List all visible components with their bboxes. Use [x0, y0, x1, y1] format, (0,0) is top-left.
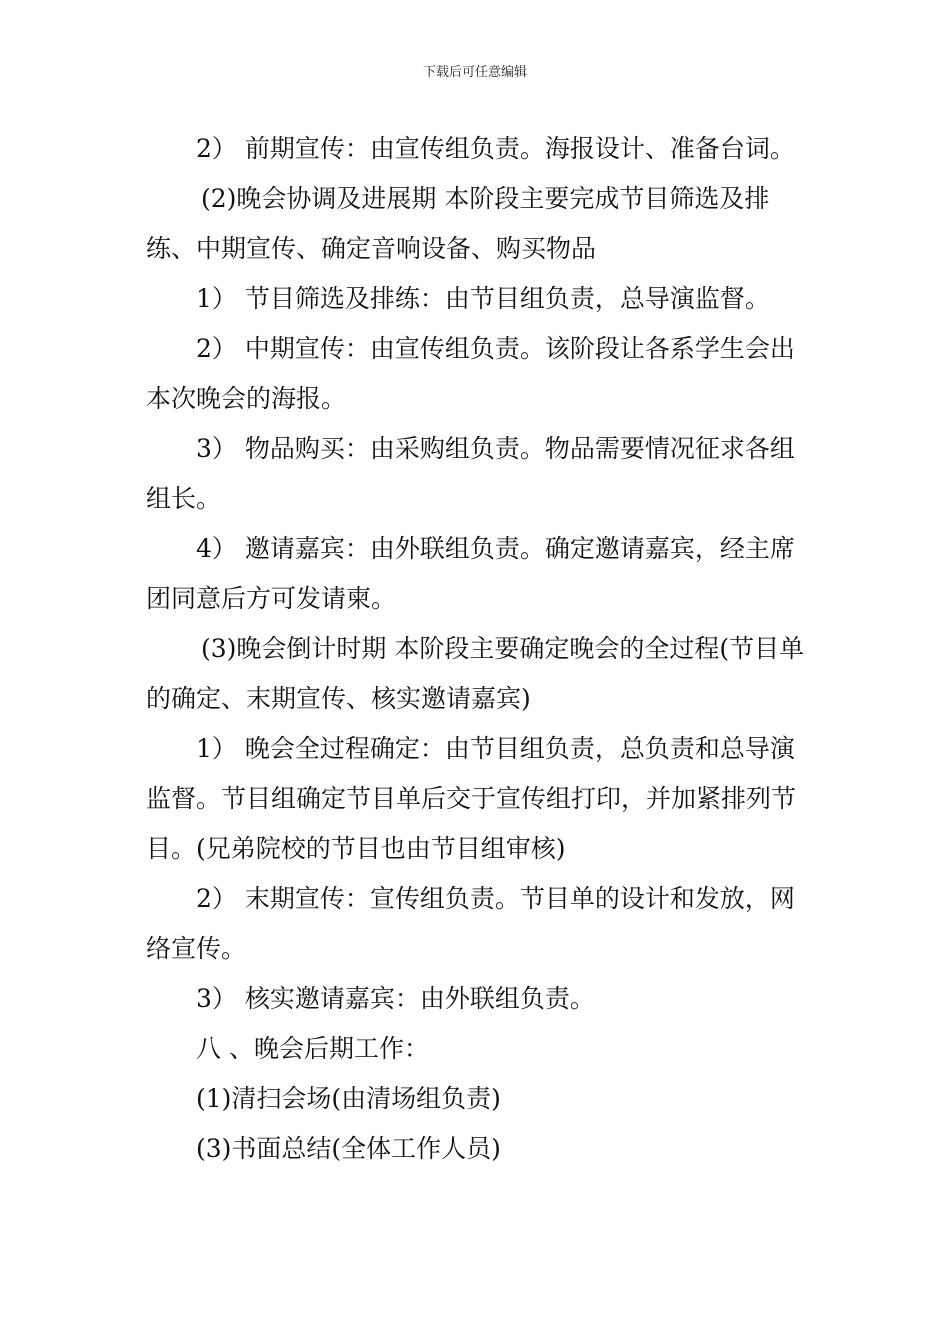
paragraph-invite-guests: 4） 邀请嘉宾：由外联组负责。确定邀请嘉宾，经主席团同意后方可发请柬。 [146, 534, 795, 613]
document-body [146, 124, 810, 1174]
paragraph-summary: (3)书面总结(全体工作人员) [196, 1134, 501, 1163]
section-heading-post-event: 八 、晚会后期工作： [196, 1034, 429, 1063]
paragraph-program-selection: 1） 节目筛选及排练：由节目组负责，总导演监督。 [196, 284, 770, 313]
paragraph-full-process: 1） 晚会全过程确定：由节目组负责，总负责和总导演监督。节目组确定节目单后交于宣传组打印，并加紧排列节目。(兄弟院校的节目也由节目组审核) [146, 734, 797, 863]
paragraph-publicity-early: 2） 前期宣传：由宣传组负责。海报设计、准备台词。 [196, 134, 795, 163]
paragraph-verify-guests: 3） 核实邀请嘉宾：由外联组负责。 [196, 984, 595, 1013]
paragraph-phase-3-heading: (3)晚会倒计时期 本阶段主要确定晚会的全过程(节目单的确定、末期宣传、核实邀请嘉宾) [146, 634, 805, 713]
paragraph-publicity-late: 2） 末期宣传：宣传组负责。节目单的设计和发放，网络宣传。 [146, 884, 795, 963]
page-header: 下载后可任意编辑 [422, 65, 527, 80]
paragraph-cleanup: (1)清扫会场(由清场组负责) [196, 1084, 501, 1113]
paragraph-purchasing: 3） 物品购买：由采购组负责。物品需要情况征求各组组长。 [146, 434, 795, 513]
paragraph-publicity-mid: 2） 中期宣传：由宣传组负责。该阶段让各系学生会出本次晚会的海报。 [146, 334, 795, 413]
paragraph-phase-2-heading: (2)晚会协调及进展期 本阶段主要完成节目筛选及排练、中期宣传、确定音响设备、购买物品 [146, 184, 770, 263]
